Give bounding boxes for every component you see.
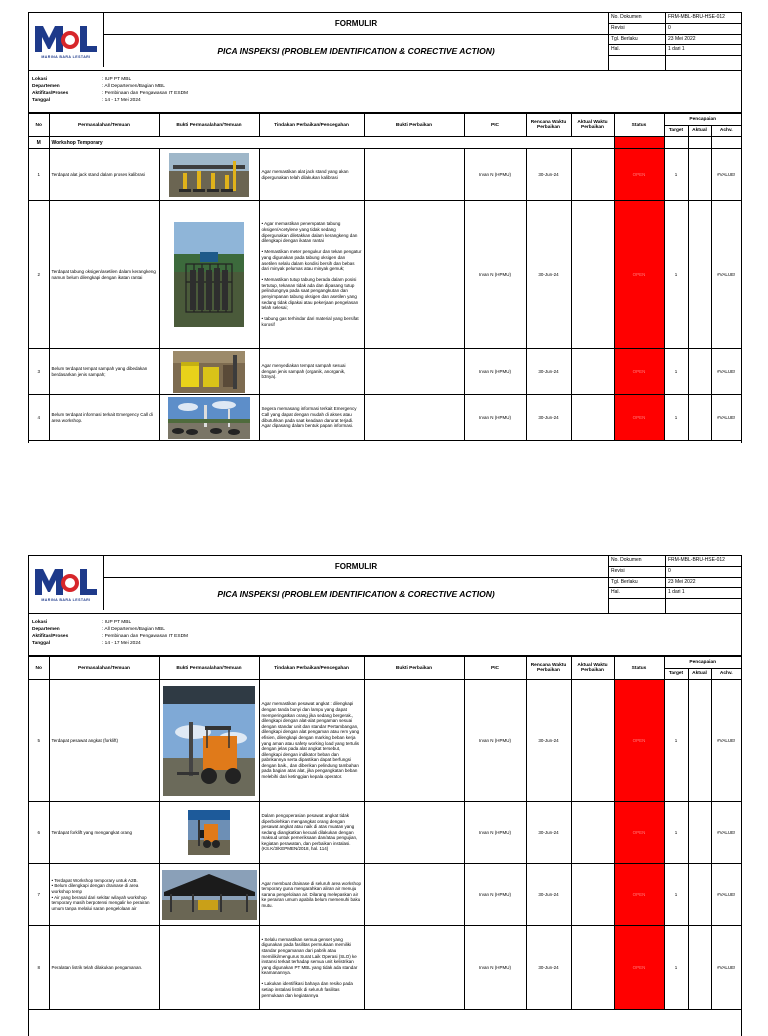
finding-photo-image	[169, 153, 249, 197]
meta-label: Hal.	[609, 45, 665, 56]
table-row	[29, 395, 741, 441]
actual-value	[688, 680, 711, 802]
col-status: Status	[614, 114, 664, 137]
col-tindakan: Tindakan Perbaikan/Pencegahan	[259, 114, 364, 137]
corrective-action-text: Agar membuat drainase di seluruh area workshop temporary guna mengarahkan aliran air menuju sarana pengelolaan air. Dilarang melepaskan air ke perairan umum apabila belum memenuhi baku mutu.	[259, 864, 364, 926]
achv-value: #VALUE!	[711, 395, 741, 441]
repair-evidence-cell	[364, 149, 464, 201]
meta-value: 0	[666, 24, 741, 35]
pica-page-1	[28, 12, 742, 443]
info-key: Aktifitas/Proses	[32, 634, 69, 639]
meta-spacer	[609, 56, 665, 70]
target-value: 1	[664, 680, 688, 802]
pic-value: Irvan N (HPMU)	[464, 349, 526, 395]
actual-value	[688, 802, 711, 864]
meta-value: 0	[666, 567, 741, 578]
finding-text: Terdapat pesawat angkat (forklift)	[49, 680, 159, 802]
info-block	[29, 614, 741, 656]
info-value: : IUP PT MBL	[102, 620, 132, 625]
info-row	[32, 97, 738, 104]
meta-label: No. Dokumen	[609, 13, 665, 24]
col-rencana: Rencana Waktu Perbaikan	[526, 114, 571, 137]
meta-value: 23 Mei 2022	[666, 578, 741, 589]
pic-value: Irvan N (HPMU)	[464, 802, 526, 864]
pic-value: Irvan N (HPMU)	[464, 680, 526, 802]
meta-label: Tgl. Berlaku	[609, 578, 665, 589]
info-row	[32, 619, 738, 626]
row-number: 7	[29, 864, 49, 926]
logo-tagline: MARINA BARA LESTARI	[41, 597, 91, 602]
actual-value	[688, 926, 711, 1010]
empty-cell	[711, 137, 741, 149]
table-body	[29, 137, 741, 441]
corrective-action-text: • Agar memastikan penempatan tabung oksigen/Acetylene yang tidak sedang dipergunakan diletakkan dalam kerangkeng dan dilengkapi dengan ikatan rantai • Memastikan meter pengukur dan tekan pengatur yang digunakan pada tabung oksigen dan asetilen selalu dalam kondisi bersih dan bebas dari minyak pelumas atau minyak gemuk; • Memastikan tutup tabung berada dalam posisi tertutup, tekanan tidak ada dan dipasang tutup pelindungnya pada saat pengangkutan dan penyimpanan tabung oksigen dan asetilen yang sedang tidak dipakai atau pekerjaan pengelasan telah selesai; • tabung gas terhindar dari material yang bersifat korosif	[259, 201, 364, 349]
row-number: 6	[29, 802, 49, 864]
pic-value: Irvan N (HPMU)	[464, 864, 526, 926]
section-row	[29, 137, 741, 149]
mbl-logo-icon	[33, 565, 99, 597]
status-badge: OPEN	[614, 349, 664, 395]
col-achv: Achv.	[711, 125, 741, 137]
col-status: Status	[614, 657, 664, 680]
corrective-action-text: Agar menyediakan tempat sampah sesuai dengan jenis sampah (organik, anorganik, b3nya).	[259, 349, 364, 395]
section-status-cell	[614, 137, 664, 149]
row-number: 2	[29, 201, 49, 349]
planned-date: 30-Jun-24	[526, 864, 571, 926]
info-block	[29, 71, 741, 113]
col-aktual: Aktual Waktu Perbaikan	[571, 657, 614, 680]
finding-text: Peralatan listrik telah dilakukan pengamanan.	[49, 926, 159, 1010]
actual-value	[688, 395, 711, 441]
repair-evidence-cell	[364, 349, 464, 395]
mbl-logo-icon	[33, 22, 99, 54]
info-value: : All Departemen/Bagian MBL	[102, 84, 165, 89]
company-logo	[29, 13, 104, 67]
info-row	[32, 633, 738, 640]
achv-value: #VALUE!	[711, 864, 741, 926]
meta-spacer	[666, 56, 741, 70]
finding-text: Belum terdapat informasi terkait Emergency Call di area workshop.	[49, 395, 159, 441]
pica-page-2	[28, 555, 742, 1036]
table-row	[29, 802, 741, 864]
repair-evidence-cell	[364, 926, 464, 1010]
meta-labels	[609, 556, 666, 613]
repair-evidence-cell	[364, 395, 464, 441]
finding-photo-cell	[159, 864, 259, 926]
pic-value: Irvan N (HPMU)	[464, 201, 526, 349]
info-value: : IUP PT MBL	[102, 77, 132, 82]
row-number: 5	[29, 680, 49, 802]
col-bukti-perbaikan: Bukti Perbaikan	[364, 114, 464, 137]
col-no: No	[29, 657, 49, 680]
corrective-action-text: Segera memasang informasi terkait Emergency Call yang dapat dengan mudah di akses atau dibutuhkan pada saat keadaan darurat terjadi. Agar dipasang dalam bentuk papan informasi.	[259, 395, 364, 441]
finding-photo-image	[162, 870, 257, 920]
form-header	[29, 13, 741, 71]
planned-date: 30-Jun-24	[526, 201, 571, 349]
actual-date	[571, 802, 614, 864]
info-key: Departemen	[32, 627, 60, 632]
table-row	[29, 201, 741, 349]
meta-label: Revisi	[609, 24, 665, 35]
finding-text: Terdapat tabung oksigen/asetilen dalam kerangkeng namun belum dilengkapi dengan ikatan rantai	[49, 201, 159, 349]
target-value: 1	[664, 802, 688, 864]
col-aktual-p: Aktual	[688, 125, 711, 137]
row-number: 3	[29, 349, 49, 395]
col-pic: PIC	[464, 657, 526, 680]
status-badge: OPEN	[614, 926, 664, 1010]
info-value: : Pembinaan dan Pengawasan IT ESDM	[102, 634, 189, 639]
col-target: Target	[664, 125, 688, 137]
table-body	[29, 680, 741, 1010]
meta-value: 1 dari 1	[666, 588, 741, 599]
form-header	[29, 556, 741, 614]
finding-photo-cell	[159, 926, 259, 1010]
planned-date: 30-Jun-24	[526, 149, 571, 201]
actual-value	[688, 864, 711, 926]
row-number: 8	[29, 926, 49, 1010]
repair-evidence-cell	[364, 201, 464, 349]
pica-table	[29, 113, 741, 441]
col-bukti-perbaikan: Bukti Perbaikan	[364, 657, 464, 680]
achv-value: #VALUE!	[711, 349, 741, 395]
target-value: 1	[664, 201, 688, 349]
repair-evidence-cell	[364, 802, 464, 864]
info-value: : Pembinaan dan Pengawasan IT ESDM	[102, 91, 189, 96]
logo-tagline: MARINA BARA LESTARI	[41, 54, 91, 59]
col-aktual: Aktual Waktu Perbaikan	[571, 114, 614, 137]
info-key: Tanggal	[32, 641, 51, 646]
finding-photo-cell	[159, 395, 259, 441]
empty-cell	[664, 137, 688, 149]
finding-photo-image	[163, 686, 255, 796]
meta-values	[666, 556, 741, 613]
meta-spacer	[666, 599, 741, 613]
table-row	[29, 680, 741, 802]
target-value: 1	[664, 864, 688, 926]
finding-text: Terdapat forklift yang mengangkat orang	[49, 802, 159, 864]
planned-date: 30-Jun-24	[526, 680, 571, 802]
finding-photo-cell	[159, 201, 259, 349]
info-key: Tanggal	[32, 98, 51, 103]
table-row	[29, 149, 741, 201]
achv-value: #VALUE!	[711, 802, 741, 864]
pic-value: Irvan N (HPMU)	[464, 149, 526, 201]
meta-value: 23 Mei 2022	[666, 35, 741, 46]
info-value: : 14 - 17 Mei 2024	[102, 641, 141, 646]
table-row	[29, 926, 741, 1010]
planned-date: 30-Jun-24	[526, 395, 571, 441]
corrective-action-text: Agar memastikan pesawat angkat : dilengkapi dengan tanda bunyi dan lampu yang dapat memperingatkan orang jika sedang bergerak., dilengkapi dengan alat-alat pengaman sesuai dengan standar unit dan standar Pertambangan, dilengkapi dengan alat pengaman atau rem yang efisien, dilengkapi dengan marking beban kerja yang aman atau safety working load yang tertulis dengan jelas pada alat angkat tersebut, dilengkapi dengan indikator beban dan pabrikannya serta dipastikan dapat berfungsi dengan baik., dan diberikan pelindung tambahan pada bagian atas alat, jika pengangkatan beban melebihi dari ketinggian kepala operator.	[259, 680, 364, 802]
table-head	[29, 657, 741, 680]
info-value: : 14 - 17 Mei 2024	[102, 98, 141, 103]
info-row	[32, 640, 738, 647]
finding-text: Belum terdapat tempat sampah yang dibedakan berdasarkan jenis sampah;	[49, 349, 159, 395]
target-value: 1	[664, 349, 688, 395]
finding-photo-image	[188, 810, 230, 855]
info-row	[32, 83, 738, 90]
planned-date: 30-Jun-24	[526, 349, 571, 395]
target-value: 1	[664, 395, 688, 441]
finding-photo-cell	[159, 802, 259, 864]
row-number: 1	[29, 149, 49, 201]
empty-cell	[688, 137, 711, 149]
actual-date	[571, 926, 614, 1010]
actual-date	[571, 864, 614, 926]
actual-date	[571, 149, 614, 201]
col-bukti-masalah: Bukti Permasalahan/Temuan	[159, 657, 259, 680]
repair-evidence-cell	[364, 680, 464, 802]
target-value: 1	[664, 926, 688, 1010]
finding-text: Terdapat alat jack stand dalam proses kalibrasi	[49, 149, 159, 201]
corrective-action-text: Agar memastikan alat jack stand yang akan dipergunakan telah dilakukan kalibrasi	[259, 149, 364, 201]
col-masalah: Permasalahan/Temuan	[49, 114, 159, 137]
meta-label: Tgl. Berlaku	[609, 35, 665, 46]
meta-value: FRM-MBL-BRU-HSE-012	[666, 13, 741, 24]
info-row	[32, 76, 738, 83]
finding-photo-image	[168, 397, 250, 439]
corrective-action-text: • Selalu memastikan semua genset yang digunakan pada fasilitas permukaan memiliki standar pengamanan dari pabrik atau memiliki/mengurus Surat Laik Operasi (SLO) ke instansi terkait terhadap semua unit kelistrikan yang digunakan PT MBL yang tidak ada standar keamanannya. • Lakukan identifikasi bahaya dan resiko pada setiap instalasi listrik di seluruh fasilitas permukaan dan kegiatannya	[259, 926, 364, 1010]
finding-photo-image	[173, 351, 245, 393]
status-badge: OPEN	[614, 395, 664, 441]
col-no: No	[29, 114, 49, 137]
info-key: Departemen	[32, 84, 60, 89]
meta-value: 1 dari 1	[666, 45, 741, 56]
actual-value	[688, 149, 711, 201]
achv-value: #VALUE!	[711, 926, 741, 1010]
formulir-label: FORMULIR	[104, 13, 608, 35]
corrective-action-text: Dalam pengoperasian pesawat angkat tidak diperbolehkan mengangkat orang dengan pesawat angkat atau naik di atas muatan yang sedang diangkatkan kecuali dilakukan dengan maksud untuk pemeriksaan dan/atau pengujian, kegiatan perawatan, dan perbaikan instalasi. (KS.K/3/KEPMEN/2018, hal. 114)	[259, 802, 364, 864]
title-block	[104, 13, 609, 70]
col-rencana: Rencana Waktu Perbaikan	[526, 657, 571, 680]
target-value: 1	[664, 149, 688, 201]
col-achv: Achv.	[711, 668, 741, 680]
actual-value	[688, 349, 711, 395]
finding-photo-cell	[159, 680, 259, 802]
title-block	[104, 556, 609, 613]
finding-photo-image	[174, 222, 244, 327]
row-number: 4	[29, 395, 49, 441]
meta-values	[666, 13, 741, 70]
info-row	[32, 90, 738, 97]
finding-photo-cell	[159, 349, 259, 395]
status-badge: OPEN	[614, 864, 664, 926]
section-name: Workshop Temporary	[49, 137, 614, 149]
achv-value: #VALUE!	[711, 680, 741, 802]
company-logo	[29, 556, 104, 610]
info-key: Lokasi	[32, 620, 48, 625]
table-row	[29, 864, 741, 926]
status-badge: OPEN	[614, 149, 664, 201]
meta-spacer	[609, 599, 665, 613]
planned-date: 30-Jun-24	[526, 926, 571, 1010]
table-row	[29, 349, 741, 395]
meta-value: FRM-MBL-BRU-HSE-012	[666, 556, 741, 567]
col-target: Target	[664, 668, 688, 680]
info-value: : All Departemen/Bagian MBL	[102, 627, 165, 632]
meta-labels	[609, 13, 666, 70]
meta-label: Revisi	[609, 567, 665, 578]
info-key: Aktifitas/Proses	[32, 91, 69, 96]
achv-value: #VALUE!	[711, 201, 741, 349]
actual-date	[571, 680, 614, 802]
info-key: Lokasi	[32, 77, 48, 82]
repair-evidence-cell	[364, 864, 464, 926]
section-code: M	[29, 137, 49, 149]
finding-text: • Terdapat Workshop temporary untuk A2B. • Belum dilengkapi dengan drainase di area workshop temp • Air yang berasal dari sekitar wilayah workshop temporary masih berpotensi mengalir ke perairan umum tanpa melalui saran pengelolaan air	[49, 864, 159, 926]
finding-photo-cell	[159, 149, 259, 201]
actual-date	[571, 201, 614, 349]
pica-table	[29, 656, 741, 1010]
form-title: PICA INSPEKSI (PROBLEM IDENTIFICATION & CORECTIVE ACTION)	[217, 46, 495, 56]
actual-date	[571, 349, 614, 395]
meta-label: No. Dokumen	[609, 556, 665, 567]
col-pencapaian: Pencapaian	[664, 114, 741, 126]
status-badge: OPEN	[614, 201, 664, 349]
actual-value	[688, 201, 711, 349]
actual-date	[571, 395, 614, 441]
achv-value: #VALUE!	[711, 149, 741, 201]
table-head	[29, 114, 741, 137]
status-badge: OPEN	[614, 680, 664, 802]
col-pencapaian: Pencapaian	[664, 657, 741, 669]
formulir-label: FORMULIR	[104, 556, 608, 578]
meta-label: Hal.	[609, 588, 665, 599]
col-bukti-masalah: Bukti Permasalahan/Temuan	[159, 114, 259, 137]
status-badge: OPEN	[614, 802, 664, 864]
col-pic: PIC	[464, 114, 526, 137]
pic-value: Irvan N (HPMU)	[464, 395, 526, 441]
col-tindakan: Tindakan Perbaikan/Pencegahan	[259, 657, 364, 680]
planned-date: 30-Jun-24	[526, 802, 571, 864]
col-aktual-p: Aktual	[688, 668, 711, 680]
info-row	[32, 626, 738, 633]
pic-value: Irvan N (HPMU)	[464, 926, 526, 1010]
col-masalah: Permasalahan/Temuan	[49, 657, 159, 680]
form-title: PICA INSPEKSI (PROBLEM IDENTIFICATION & CORECTIVE ACTION)	[217, 589, 495, 599]
